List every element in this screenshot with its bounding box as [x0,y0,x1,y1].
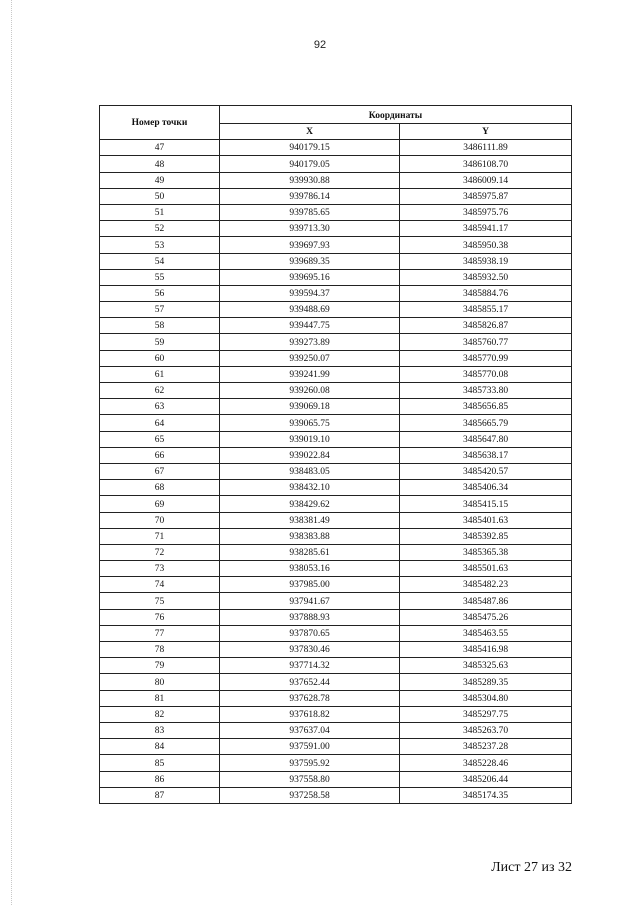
y-coordinate-cell: 3485206.44 [400,771,572,787]
point-number-cell: 80 [100,674,220,690]
x-coordinate-cell: 937628.78 [220,690,400,706]
x-coordinate-cell: 937618.82 [220,706,400,722]
point-number-cell: 75 [100,593,220,609]
table-row [100,625,572,641]
y-coordinate-cell: 3485770.99 [400,350,572,366]
point-number-cell: 69 [100,496,220,512]
table-row [100,447,572,463]
table-row [100,771,572,787]
table-row [100,285,572,301]
table-row [100,512,572,528]
x-coordinate-cell: 937870.65 [220,625,400,641]
table-row [100,140,572,156]
table-row [100,561,572,577]
y-coordinate-cell: 3485826.87 [400,318,572,334]
x-coordinate-cell: 939930.88 [220,172,400,188]
table-row [100,528,572,544]
point-number-cell: 79 [100,658,220,674]
table-row [100,463,572,479]
y-coordinate-cell: 3485656.85 [400,399,572,415]
point-number-cell: 74 [100,577,220,593]
point-number-cell: 77 [100,625,220,641]
x-coordinate-cell: 938285.61 [220,544,400,560]
point-number-cell: 52 [100,221,220,237]
y-coordinate-cell: 3485392.85 [400,528,572,544]
point-number-cell: 63 [100,399,220,415]
y-coordinate-cell: 3485174.35 [400,787,572,803]
point-number-cell: 73 [100,561,220,577]
table-row [100,334,572,350]
y-coordinate-cell: 3485932.50 [400,269,572,285]
point-number-cell: 70 [100,512,220,528]
point-number-cell: 87 [100,787,220,803]
x-coordinate-cell: 939447.75 [220,318,400,334]
point-number-cell: 71 [100,528,220,544]
point-number-cell: 55 [100,269,220,285]
y-coordinate-cell: 3485420.57 [400,463,572,479]
y-coordinate-cell: 3485855.17 [400,302,572,318]
point-number-cell: 58 [100,318,220,334]
coordinates-table-body [100,140,572,804]
x-coordinate-cell: 938053.16 [220,561,400,577]
y-coordinate-cell: 3485415.15 [400,496,572,512]
table-row [100,690,572,706]
y-coordinate-cell: 3486111.89 [400,140,572,156]
table-row [100,172,572,188]
y-coordinate-cell: 3485406.34 [400,480,572,496]
x-coordinate-cell: 939594.37 [220,285,400,301]
x-coordinate-cell: 937941.67 [220,593,400,609]
point-number-cell: 76 [100,609,220,625]
x-coordinate-cell: 938381.49 [220,512,400,528]
y-coordinate-cell: 3485975.87 [400,188,572,204]
x-coordinate-cell: 937985.00 [220,577,400,593]
x-coordinate-cell: 938483.05 [220,463,400,479]
x-coordinate-cell: 939697.93 [220,237,400,253]
table-row [100,156,572,172]
table-row [100,204,572,220]
y-coordinate-cell: 3485416.98 [400,642,572,658]
point-number-cell: 49 [100,172,220,188]
y-coordinate-cell: 3485665.79 [400,415,572,431]
table-row [100,269,572,285]
y-coordinate-cell: 3485482.23 [400,577,572,593]
x-coordinate-cell: 937714.32 [220,658,400,674]
point-number-cell: 86 [100,771,220,787]
page-edge-divider [11,0,12,905]
x-coordinate-cell: 939786.14 [220,188,400,204]
y-coordinate-cell: 3485941.17 [400,221,572,237]
page-number: 92 [313,39,327,51]
x-coordinate-cell: 937591.00 [220,739,400,755]
y-coordinate-cell: 3485237.28 [400,739,572,755]
x-coordinate-cell: 939019.10 [220,431,400,447]
point-number-cell: 61 [100,366,220,382]
x-coordinate-cell: 939260.08 [220,383,400,399]
y-coordinate-cell: 3485475.26 [400,609,572,625]
header-coordinates: Координаты [220,106,572,124]
table-row [100,787,572,803]
x-coordinate-cell: 939488.69 [220,302,400,318]
x-coordinate-cell: 939695.16 [220,269,400,285]
point-number-cell: 64 [100,415,220,431]
y-coordinate-cell: 3485401.63 [400,512,572,528]
y-coordinate-cell: 3485365.38 [400,544,572,560]
point-number-cell: 47 [100,140,220,156]
x-coordinate-cell: 937888.93 [220,609,400,625]
x-coordinate-cell: 940179.05 [220,156,400,172]
table-row [100,350,572,366]
y-coordinate-cell: 3485760.77 [400,334,572,350]
table-row [100,480,572,496]
y-coordinate-cell: 3485325.63 [400,658,572,674]
y-coordinate-cell: 3485950.38 [400,237,572,253]
y-coordinate-cell: 3485297.75 [400,706,572,722]
point-number-cell: 82 [100,706,220,722]
point-number-cell: 65 [100,431,220,447]
table-row [100,221,572,237]
table-row [100,415,572,431]
point-number-cell: 85 [100,755,220,771]
point-number-cell: 60 [100,350,220,366]
point-number-cell: 56 [100,285,220,301]
point-number-cell: 66 [100,447,220,463]
point-number-cell: 81 [100,690,220,706]
table-row [100,188,572,204]
y-coordinate-cell: 3485975.76 [400,204,572,220]
point-number-cell: 72 [100,544,220,560]
x-coordinate-cell: 939273.89 [220,334,400,350]
x-coordinate-cell: 940179.15 [220,140,400,156]
y-coordinate-cell: 3486009.14 [400,172,572,188]
y-coordinate-cell: 3485647.80 [400,431,572,447]
table-row [100,609,572,625]
point-number-cell: 48 [100,156,220,172]
y-coordinate-cell: 3485938.19 [400,253,572,269]
table-row [100,593,572,609]
table-row [100,366,572,382]
point-number-cell: 68 [100,480,220,496]
header-y: Y [400,124,572,140]
x-coordinate-cell: 937595.92 [220,755,400,771]
point-number-cell: 54 [100,253,220,269]
point-number-cell: 59 [100,334,220,350]
x-coordinate-cell: 939069.18 [220,399,400,415]
table-row [100,722,572,738]
point-number-cell: 62 [100,383,220,399]
y-coordinate-cell: 3485501.63 [400,561,572,577]
x-coordinate-cell: 939689.35 [220,253,400,269]
x-coordinate-cell: 938429.62 [220,496,400,512]
table-row [100,577,572,593]
y-coordinate-cell: 3485463.55 [400,625,572,641]
header-x: X [220,124,400,140]
coordinates-table [99,105,572,804]
table-row [100,431,572,447]
table-row [100,302,572,318]
table-row [100,674,572,690]
table-row [100,237,572,253]
y-coordinate-cell: 3485770.08 [400,366,572,382]
point-number-cell: 51 [100,204,220,220]
sheet-label: Лист 27 из 32 [491,860,572,875]
header-point-number: Номер точки [100,106,220,140]
x-coordinate-cell: 937652.44 [220,674,400,690]
point-number-cell: 57 [100,302,220,318]
table-row [100,739,572,755]
x-coordinate-cell: 939241.99 [220,366,400,382]
x-coordinate-cell: 939713.30 [220,221,400,237]
y-coordinate-cell: 3485263.70 [400,722,572,738]
table-row [100,383,572,399]
point-number-cell: 84 [100,739,220,755]
table-row [100,496,572,512]
y-coordinate-cell: 3485228.46 [400,755,572,771]
y-coordinate-cell: 3485289.35 [400,674,572,690]
table-row [100,642,572,658]
table-row [100,544,572,560]
x-coordinate-cell: 939250.07 [220,350,400,366]
point-number-cell: 67 [100,463,220,479]
table-row [100,706,572,722]
y-coordinate-cell: 3485304.80 [400,690,572,706]
table-row [100,318,572,334]
table-row [100,253,572,269]
x-coordinate-cell: 939022.84 [220,447,400,463]
x-coordinate-cell: 938383.88 [220,528,400,544]
y-coordinate-cell: 3485487.86 [400,593,572,609]
y-coordinate-cell: 3485884.76 [400,285,572,301]
table-row [100,658,572,674]
point-number-cell: 78 [100,642,220,658]
x-coordinate-cell: 937558.80 [220,771,400,787]
x-coordinate-cell: 939785.65 [220,204,400,220]
point-number-cell: 83 [100,722,220,738]
table-row [100,399,572,415]
x-coordinate-cell: 937830.46 [220,642,400,658]
x-coordinate-cell: 939065.75 [220,415,400,431]
table-row [100,755,572,771]
x-coordinate-cell: 937637.04 [220,722,400,738]
point-number-cell: 53 [100,237,220,253]
y-coordinate-cell: 3485638.17 [400,447,572,463]
x-coordinate-cell: 937258.58 [220,787,400,803]
x-coordinate-cell: 938432.10 [220,480,400,496]
point-number-cell: 50 [100,188,220,204]
y-coordinate-cell: 3485733.80 [400,383,572,399]
y-coordinate-cell: 3486108.70 [400,156,572,172]
